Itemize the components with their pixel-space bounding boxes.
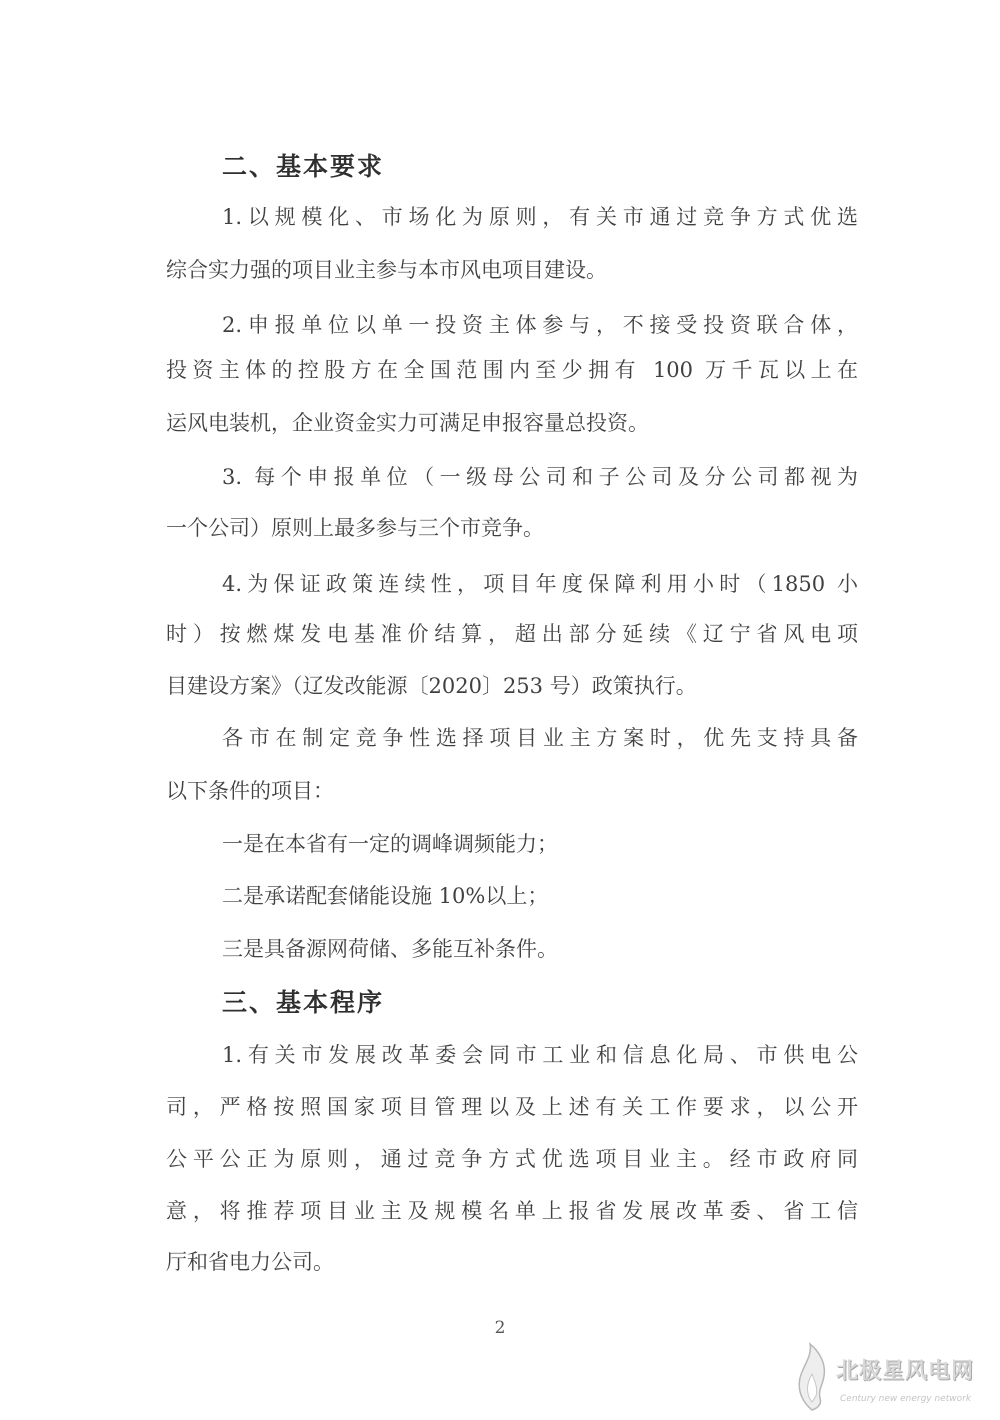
paragraph-line: 司，严格按照国家项目管理以及上述有关工作要求，以公开 bbox=[166, 1095, 858, 1119]
list-item: 二是承诺配套储能设施 10%以上； bbox=[222, 884, 549, 908]
watermark-text: 北极星风电网 bbox=[836, 1359, 975, 1384]
paragraph-line: 意，将推荐项目业主及规模名单上报省发展改革委、省工信 bbox=[166, 1199, 858, 1223]
watermark-subtext: Century new energy network bbox=[840, 1394, 972, 1404]
paragraph-line: 运风电装机，企业资金实力可满足申报容量总投资。 bbox=[166, 411, 649, 435]
paragraph-line: 1.有关市发展改革委会同市工业和信息化局、市供电公 bbox=[222, 1043, 858, 1067]
paragraph-line: 厅和省电力公司。 bbox=[166, 1250, 334, 1274]
paragraph-line: 公平公正为原则，通过竞争方式优选项目业主。经市政府同 bbox=[166, 1147, 858, 1171]
paragraph-line: 2.申报单位以单一投资主体参与，不接受投资联合体， bbox=[222, 313, 858, 337]
paragraph-line: 投资主体的控股方在全国范围内至少拥有 100 万千瓦以上在 bbox=[166, 358, 858, 382]
paragraph-line: 目建设方案》（辽发改能源〔2020〕253 号）政策执行。 bbox=[166, 674, 697, 698]
watermark bbox=[778, 1342, 1000, 1420]
list-item: 一是在本省有一定的调峰调频能力； bbox=[222, 832, 558, 856]
paragraph-line: 以下条件的项目： bbox=[166, 779, 334, 803]
paragraph-line: 综合实力强的项目业主参与本市风电项目建设。 bbox=[166, 258, 607, 282]
paragraph-line: 各市在制定竞争性选择项目业主方案时，优先支持具备 bbox=[222, 726, 858, 750]
list-item: 三是具备源网荷储、多能互补条件。 bbox=[222, 937, 558, 961]
section-heading-procedure: 三、基本程序 bbox=[222, 988, 385, 1017]
paragraph-line: 一个公司）原则上最多参与三个市竞争。 bbox=[166, 516, 544, 540]
page-number: 2 bbox=[494, 1318, 506, 1338]
paragraph-line: 时）按燃煤发电基准价结算，超出部分延续《辽宁省风电项 bbox=[166, 622, 858, 646]
paragraph-line: 4.为保证政策连续性，项目年度保障利用小时（1850 小 bbox=[222, 572, 858, 596]
paragraph-line: 3. 每个申报单位（一级母公司和子公司及分公司都视为 bbox=[222, 465, 858, 489]
paragraph-line: 1.以规模化、市场化为原则，有关市通过竞争方式优选 bbox=[222, 205, 858, 229]
watermark-logo-icon bbox=[782, 1342, 842, 1414]
section-heading-requirements: 二、基本要求 bbox=[222, 152, 385, 181]
